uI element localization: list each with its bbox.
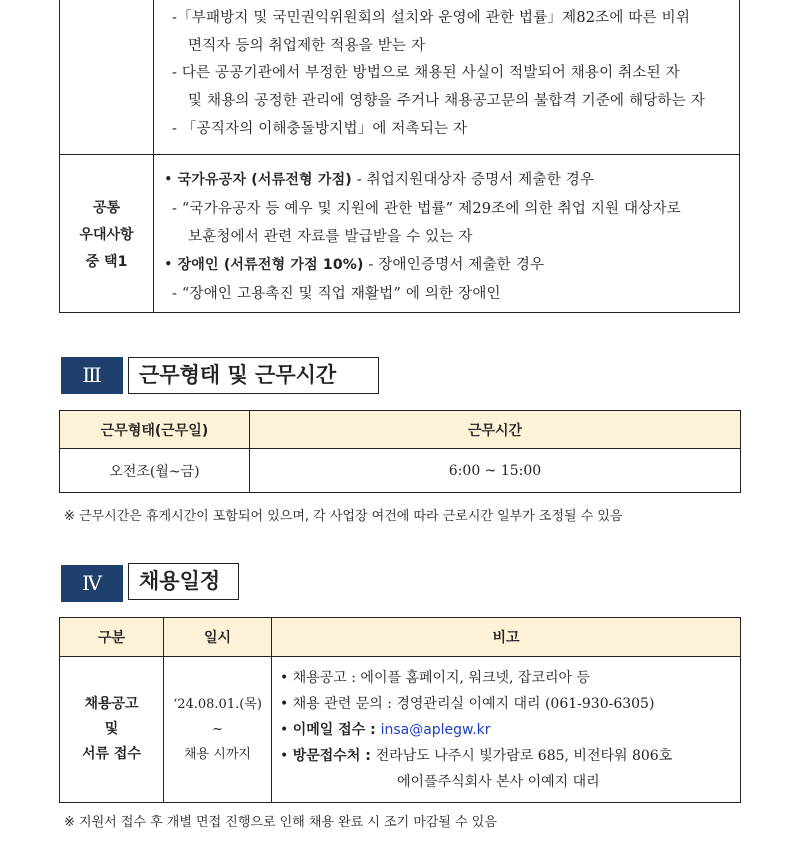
header-work-type: 근무형태(근무일) xyxy=(60,411,250,449)
row-divider xyxy=(60,154,739,155)
work-hours-table xyxy=(59,410,741,493)
header-category: 구분 xyxy=(60,618,164,657)
remark-item xyxy=(280,745,672,765)
date-cell xyxy=(164,657,272,803)
date-line: ‘24.08.01.(목) xyxy=(173,697,262,712)
email-link[interactable]: insa@aplegw.kr xyxy=(380,722,491,738)
disqualification-line: -「부패방지 및 국민권익위원회의 설치와 운영에 관한 법률」제82조에 따른 비위 xyxy=(172,10,691,26)
disabled-text: - 장애인증명서 제출한 경우 xyxy=(363,257,545,273)
bullet: • xyxy=(280,696,289,712)
category-line: 서류 접수 xyxy=(82,746,141,762)
header-work-hours: 근무시간 xyxy=(250,411,741,449)
preference-label-line: 우대사항 xyxy=(79,227,134,243)
remark-item xyxy=(280,667,590,687)
category-line: 채용공고 xyxy=(84,696,139,712)
veteran-text: - 취업지원대상자 증명서 제출한 경우 xyxy=(351,172,595,188)
header-remarks: 비고 xyxy=(272,618,741,657)
disqualification-line: 면직자 등의 취업제한 적용을 받는 자 xyxy=(188,38,426,54)
category-cell xyxy=(60,657,164,803)
preference-label-line: 공통 xyxy=(92,200,121,216)
schedule-note: ※ 지원서 접수 후 개별 면접 진행으로 인해 채용 완료 시 조기 마감될 수 있음 xyxy=(64,815,497,830)
preference-label-line: 중 택1 xyxy=(85,254,128,270)
disabled-sub: - “장애인 고용촉진 및 직업 재활법” 에 의한 장애인 xyxy=(172,286,501,302)
remark-item xyxy=(280,719,491,739)
column-divider xyxy=(153,0,154,312)
bullet: • xyxy=(164,257,173,273)
preference-label xyxy=(60,195,153,276)
veteran-line xyxy=(164,168,594,189)
disqualification-line: - 다른 공공기관에서 부정한 방법으로 채용된 사실이 적발되어 채용이 취소된 자 xyxy=(172,65,680,81)
email-label: 이메일 접수 : xyxy=(292,722,381,738)
veteran-sub: - “국가유공자 등 예우 및 지원에 관한 법률” 제29조에 의한 취업 지원 대상자로 xyxy=(172,201,681,217)
eligibility-table xyxy=(59,0,740,313)
disqualification-line: - 「공직자의 이해충돌방지법」에 저촉되는 자 xyxy=(172,121,468,137)
category-line: 및 xyxy=(104,721,119,737)
disabled-line xyxy=(164,253,544,274)
remark-text: 채용공고 : 에이플 홈페이지, 워크넷, 잡코리아 등 xyxy=(292,670,590,686)
date-line: ~ xyxy=(212,722,223,737)
remark-item xyxy=(280,693,654,713)
section-title: 근무형태 및 근무시간 xyxy=(128,357,379,394)
veteran-sub: 보훈청에서 관련 자료를 발급받을 수 있는 자 xyxy=(188,229,473,245)
work-hours-note: ※ 근무시간은 휴게시간이 포함되어 있으며, 각 사업장 여건에 따라 근로시간 일부가 조정될 수 있음 xyxy=(64,509,623,524)
work-hours-cell: 6:00 ~ 15:00 xyxy=(250,449,741,493)
disabled-title: 장애인 (서류전형 가점 10%) xyxy=(177,257,364,273)
remark-text: 채용 관련 문의 : 경영관리실 이예지 대리 (061-930-6305) xyxy=(292,696,655,712)
bullet: • xyxy=(164,172,173,188)
disqualification-line: 및 채용의 공정한 관리에 영향을 주거나 채용공고문의 불합격 기준에 해당하는 자 xyxy=(188,93,705,109)
bullet: • xyxy=(280,670,289,686)
section-title: 채용일정 xyxy=(128,563,239,600)
work-type-cell: 오전조(월~금) xyxy=(60,449,250,493)
header-date: 일시 xyxy=(164,618,272,657)
visit-contact: 에이플주식회사 본사 이예지 대리 xyxy=(397,774,600,790)
visit-label: 방문접수처 : xyxy=(292,748,376,764)
bullet: • xyxy=(280,748,289,764)
date-line: 채용 시까지 xyxy=(184,747,251,762)
veteran-title: 국가유공자 (서류전형 가점) xyxy=(177,172,352,188)
section-number: Ⅳ xyxy=(61,565,123,602)
visit-address: 전라남도 나주시 빛가람로 685, 비전타워 806호 xyxy=(375,748,673,764)
bullet: • xyxy=(280,722,289,738)
section-number: Ⅲ xyxy=(61,357,123,394)
